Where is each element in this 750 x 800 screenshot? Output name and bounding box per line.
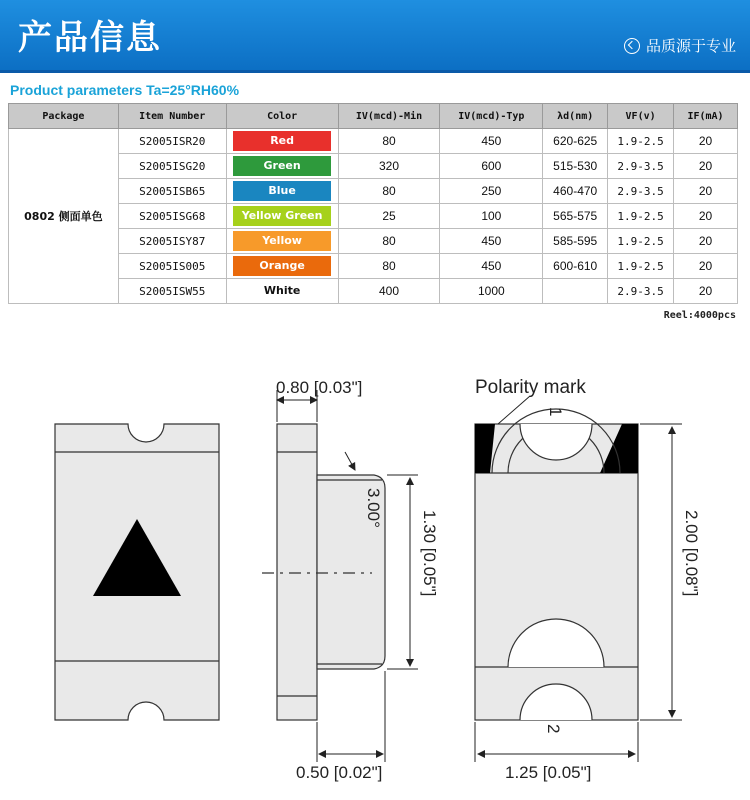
vf-cell: 1.9-2.5 xyxy=(608,229,674,254)
item-cell: S2005ISW55 xyxy=(118,279,226,304)
color-swatch: Orange xyxy=(233,256,331,276)
led-bottom-view xyxy=(475,409,638,720)
table-header-row xyxy=(9,104,738,129)
vf-cell: 1.9-2.5 xyxy=(608,129,674,154)
wavelength-cell: 585-595 xyxy=(543,229,608,254)
item-cell: S2005ISY87 xyxy=(118,229,226,254)
header-iv-min: IV(mcd)-Min xyxy=(338,104,440,129)
color-cell xyxy=(226,154,338,179)
iv-min-cell: 80 xyxy=(338,179,440,204)
angle-label: 3.00° xyxy=(364,488,383,528)
header-color: Color xyxy=(226,104,338,129)
color-cell xyxy=(226,279,338,304)
color-swatch: White xyxy=(233,281,331,301)
iv-min-cell: 400 xyxy=(338,279,440,304)
table-row xyxy=(9,179,738,204)
color-cell xyxy=(226,129,338,154)
dimension-drawing xyxy=(0,330,750,800)
iv-typ-cell: 250 xyxy=(440,179,543,204)
color-swatch: Yellow Green xyxy=(233,206,331,226)
spec-table xyxy=(8,103,738,304)
page-header xyxy=(0,0,750,73)
dim-pad-label: 0.50 [0.02"] xyxy=(296,763,383,782)
iv-typ-cell: 100 xyxy=(440,204,543,229)
vf-cell: 1.9-2.5 xyxy=(608,254,674,279)
color-swatch: Yellow xyxy=(233,231,331,251)
iv-min-cell: 320 xyxy=(338,154,440,179)
item-cell: S2005ISR20 xyxy=(118,129,226,154)
color-swatch: Red xyxy=(233,131,331,151)
table-row xyxy=(9,204,738,229)
header-wavelength: λd(nm) xyxy=(543,104,608,129)
if-cell: 20 xyxy=(674,154,738,179)
if-cell: 20 xyxy=(674,179,738,204)
dim-length-label: 2.00 [0.08"] xyxy=(682,510,701,597)
wavelength-cell: 515-530 xyxy=(543,154,608,179)
led-side-view xyxy=(262,424,385,720)
header-iv-typ: IV(mcd)-Typ xyxy=(440,104,543,129)
vf-cell: 2.9-3.5 xyxy=(608,179,674,204)
header-if: IF(mA) xyxy=(674,104,738,129)
wavelength-cell: 600-610 xyxy=(543,254,608,279)
item-cell: S2005ISG20 xyxy=(118,154,226,179)
wavelength-cell: 620-625 xyxy=(543,129,608,154)
dim-thickness-label: 0.80 [0.03"] xyxy=(276,378,363,397)
iv-typ-cell: 450 xyxy=(440,129,543,154)
wavelength-cell xyxy=(543,279,608,304)
pin-2-label: 2 xyxy=(544,724,563,734)
iv-typ-cell: 600 xyxy=(440,154,543,179)
color-swatch: Blue xyxy=(233,181,331,201)
dim-height-label: 1.30 [0.05"] xyxy=(420,510,439,597)
color-cell xyxy=(226,179,338,204)
if-cell: 20 xyxy=(674,204,738,229)
iv-min-cell: 80 xyxy=(338,129,440,154)
circle-chevron-left-icon xyxy=(624,38,640,54)
table-row xyxy=(9,129,738,154)
header-package: Package xyxy=(9,104,119,129)
table-row xyxy=(9,154,738,179)
color-cell xyxy=(226,204,338,229)
item-cell: S2005ISG68 xyxy=(118,204,226,229)
page-title: 产品信息 xyxy=(18,18,162,58)
iv-min-cell: 25 xyxy=(338,204,440,229)
color-cell xyxy=(226,229,338,254)
if-cell: 20 xyxy=(674,229,738,254)
led-top-view xyxy=(55,424,219,720)
color-swatch: Green xyxy=(233,156,331,176)
iv-typ-cell: 1000 xyxy=(440,279,543,304)
header-item-number: Item Number xyxy=(118,104,226,129)
package-cell: 0802 侧面单色 xyxy=(9,129,119,304)
iv-min-cell: 80 xyxy=(338,254,440,279)
wavelength-cell: 565-575 xyxy=(543,204,608,229)
wavelength-cell: 460-470 xyxy=(543,179,608,204)
vf-cell: 2.9-3.5 xyxy=(608,154,674,179)
if-cell: 20 xyxy=(674,254,738,279)
quality-link[interactable] xyxy=(624,35,736,56)
iv-typ-cell: 450 xyxy=(440,254,543,279)
pin-1-label: 1 xyxy=(546,407,565,417)
reel-quantity: Reel:4000pcs xyxy=(663,310,736,321)
table-row xyxy=(9,279,738,304)
quality-text: 品质源于专业 xyxy=(645,37,736,55)
if-cell: 20 xyxy=(674,129,738,154)
color-cell xyxy=(226,254,338,279)
if-cell: 20 xyxy=(674,279,738,304)
iv-typ-cell: 450 xyxy=(440,229,543,254)
header-vf: VF(v) xyxy=(608,104,674,129)
vf-cell: 2.9-3.5 xyxy=(608,279,674,304)
polarity-mark-label: Polarity mark xyxy=(475,377,586,398)
vf-cell: 1.9-2.5 xyxy=(608,204,674,229)
item-cell: S2005IS005 xyxy=(118,254,226,279)
table-row xyxy=(9,254,738,279)
item-cell: S2005ISB65 xyxy=(118,179,226,204)
table-row xyxy=(9,229,738,254)
section-title: Product parameters Ta=25°RH60% xyxy=(10,82,240,98)
iv-min-cell: 80 xyxy=(338,229,440,254)
dim-width-label: 1.25 [0.05"] xyxy=(505,763,592,782)
